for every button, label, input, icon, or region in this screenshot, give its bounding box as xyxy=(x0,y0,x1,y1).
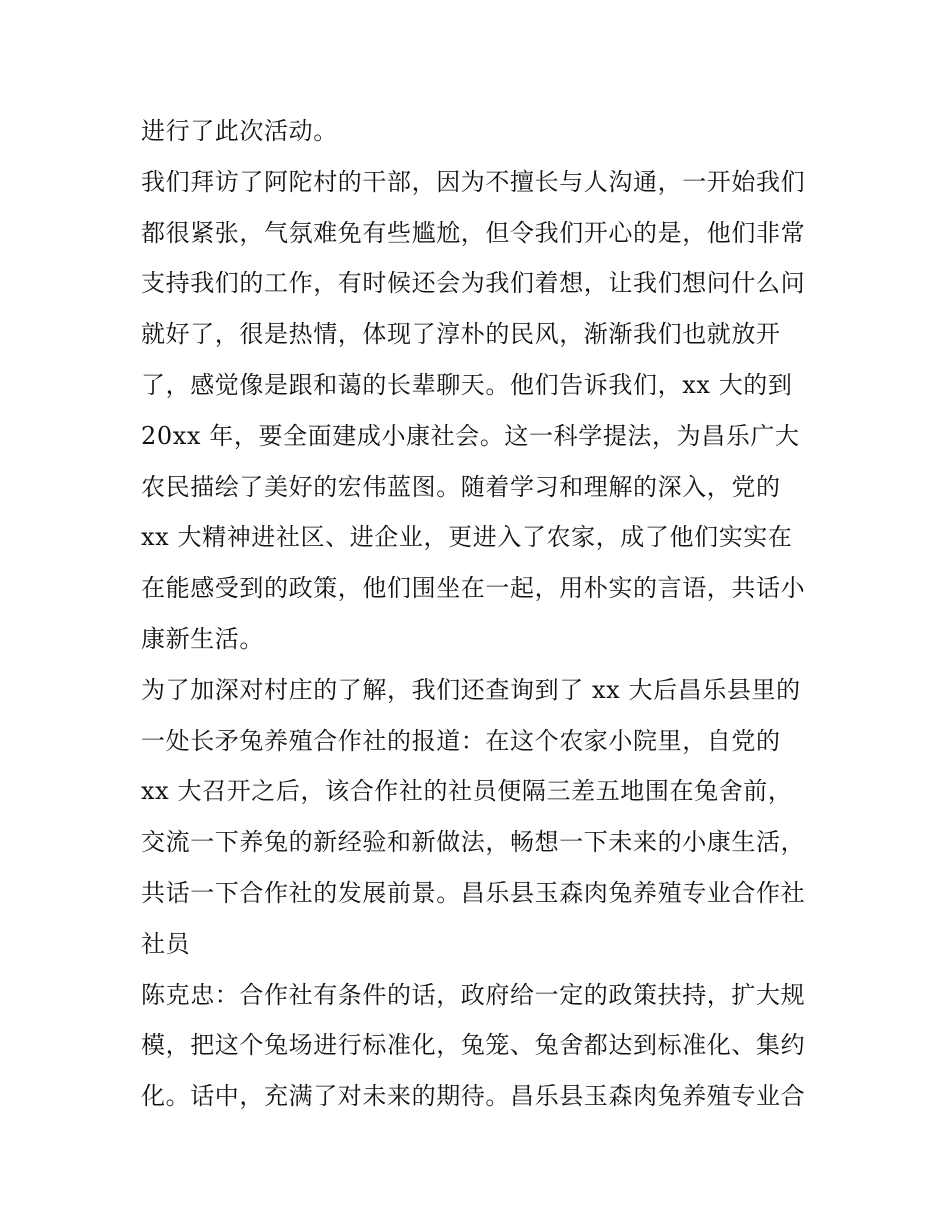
text-line: 在能感受到的政策，他们围坐在一起，用朴实的言语，共话小 xyxy=(141,574,806,603)
text-line: 为了加深对村庄的了解，我们还查询到了 xx 大后昌乐县里的 xyxy=(141,675,801,704)
document-body xyxy=(141,106,821,1122)
text-line: 农民描绘了美好的宏伟蓝图。随着学习和理解的深入，党的 xyxy=(141,472,781,501)
text-line: xx 大召开之后，该合作社的社员便隔三差五地围在兔舍前， xyxy=(141,777,793,806)
text-line: 康新生活。 xyxy=(141,624,264,653)
text-line: 陈克忠：合作社有条件的话，政府给一定的政策扶持，扩大规 xyxy=(141,980,806,1009)
text-line: 模，把这个兔场进行标准化，兔笼、兔舍都达到标准化、集约 xyxy=(141,1031,806,1060)
text-line: 我们拜访了阿陀村的干部，因为不擅长与人沟通，一开始我们 xyxy=(141,167,806,196)
text-line: 一处长矛兔养殖合作社的报道：在这个农家小院里，自党的 xyxy=(141,726,781,755)
text-line: 支持我们的工作，有时候还会为我们着想，让我们想问什么问 xyxy=(141,269,806,298)
text-line: 共话一下合作社的发展前景。昌乐县玉森肉兔养殖专业合作社 xyxy=(141,878,806,907)
text-line: xx 大精神进社区、进企业，更进入了农家，成了他们实实在 xyxy=(141,523,793,552)
text-line: 了，感觉像是跟和蔼的长辈聊天。他们告诉我们，xx 大的到 xyxy=(141,370,793,399)
text-line: 进行了此次活动。 xyxy=(141,117,338,145)
text-line: 都很紧张，气氛难免有些尴尬，但令我们开心的是，他们非常 xyxy=(141,218,806,247)
text-line: 就好了，很是热情，体现了淳朴的民风，渐渐我们也就放开 xyxy=(141,320,781,349)
text-line: 20xx 年，要全面建成小康社会。这一科学提法，为昌乐广大 xyxy=(141,421,800,450)
text-line: 社员 xyxy=(141,929,191,958)
text-line: 化。话中，充满了对未来的期待。昌乐县玉森肉兔养殖专业合 xyxy=(141,1082,806,1111)
text-line: 交流一下养兔的新经验和新做法，畅想一下未来的小康生活， xyxy=(141,828,806,857)
